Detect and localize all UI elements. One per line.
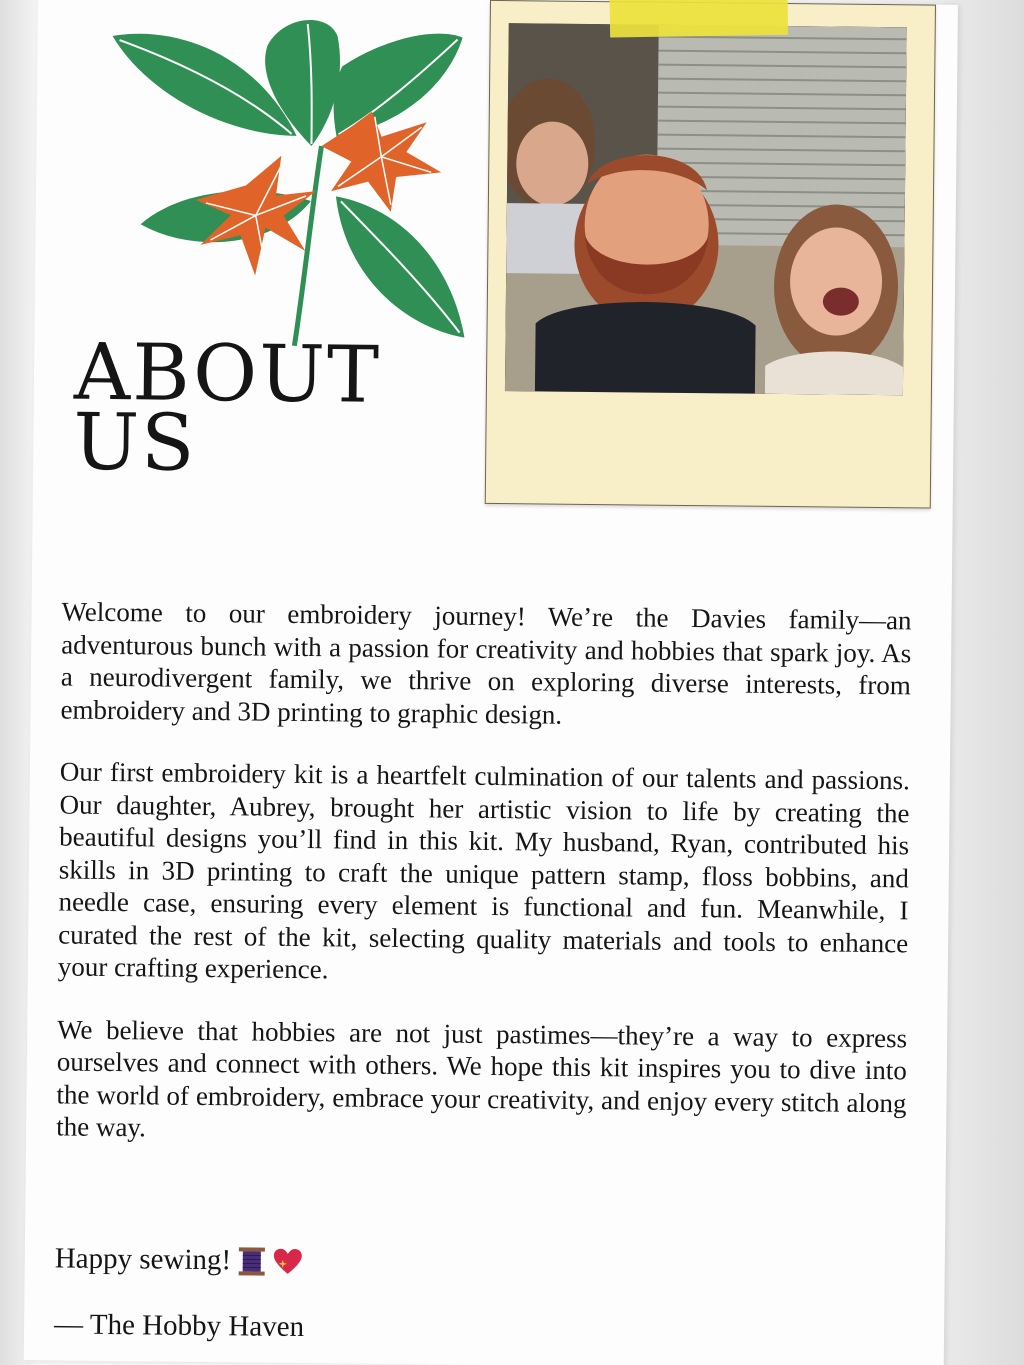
background-surface	[944, 0, 1024, 1365]
about-body	[56, 595, 912, 1181]
signature: — The Hobby Haven	[53, 1308, 305, 1344]
page-title	[72, 327, 382, 489]
paragraph-kit: Our first embroidery kit is a heartfelt culmination of our talents and passions. Our daughter, Aubrey, brought her artistic vision to life by creating the beautiful designs you’ll find in this kit. My husband, Ryan, contributed his skills in 3D printing to craft the unique pattern stamp, floss bobbins, and needle case, ensuring every element is functional and fun. Meanwhile, I curated the rest of the kit, selecting quality materials and tools to enhance your crafting experience.	[57, 756, 911, 985]
family-photo-image	[505, 23, 907, 395]
about-us-card	[24, 0, 958, 1365]
yellow-tape	[610, 0, 789, 37]
sparkling-heart-icon	[273, 1247, 303, 1275]
thread-spool-icon	[237, 1245, 267, 1277]
paragraph-welcome: Welcome to our embroidery journey! We’re the Davies family—an adventurous bunch with a passion for creativity and hobbies that spark joy. As a neurodivergent family, we thrive on exploring diverse interests, from embroidery and 3D printing to graphic design.	[60, 596, 912, 730]
title-line-2: US	[72, 397, 197, 489]
title-line-1: ABOUT	[73, 327, 382, 421]
family-photo	[505, 23, 907, 395]
family-polaroid	[485, 0, 936, 509]
closing-line	[55, 1242, 304, 1278]
floral-illustration	[104, 14, 487, 348]
closing-text: Happy sewing!	[54, 1242, 232, 1277]
paragraph-hobbies: We believe that hobbies are not just pastimes—they’re a way to express ourselves and connect with others. We hope this kit inspires you to dive into the world of embroidery, embrace your creativity, and enjoy every stitch along the way.	[56, 1013, 908, 1143]
